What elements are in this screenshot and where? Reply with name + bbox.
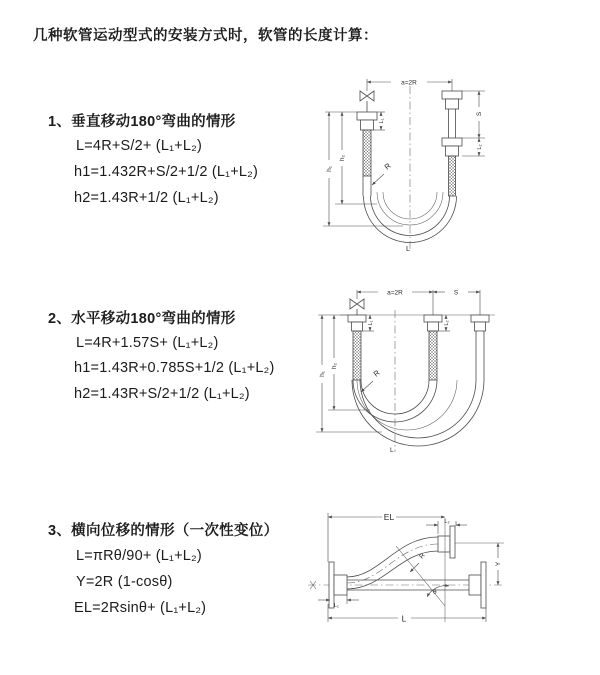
radius-callout xyxy=(372,161,393,185)
dimension-s xyxy=(433,290,480,316)
dim-label-h1: h₁ xyxy=(319,371,326,377)
radius-label: R xyxy=(418,552,427,561)
dimension-l1 xyxy=(318,595,359,609)
upper-flange xyxy=(438,526,455,558)
dimension-el xyxy=(328,512,445,562)
right-flange xyxy=(469,562,486,608)
right-hose-leg xyxy=(442,91,462,196)
dimension-l2 xyxy=(426,519,467,534)
dim-label-h1: h₁ xyxy=(326,166,333,172)
length-label: L xyxy=(406,244,411,253)
formula-line: h1=1.432R+S/2+1/2 (L₁+L₂) xyxy=(74,164,259,180)
dim-label-l: L xyxy=(401,613,407,624)
dimension-s xyxy=(462,91,485,138)
dim-label-l1: L₁ xyxy=(379,118,385,124)
dimension-h2 xyxy=(328,315,370,410)
dim-label-l1: L₁ xyxy=(334,603,339,609)
dim-label-a2r: a=2R xyxy=(401,79,417,87)
dimension-l2 xyxy=(462,138,485,156)
dim-label-l1: L₁ xyxy=(368,320,374,326)
formula-line: L=πRθ/90+ (L₁+L₂) xyxy=(76,548,202,564)
angle-label: θ xyxy=(433,589,437,596)
length-label: L xyxy=(390,447,394,454)
formula-line: Y=2R (1-cosθ) xyxy=(76,574,173,590)
radius-label: R xyxy=(382,161,393,172)
dim-label-el: EL xyxy=(383,512,395,522)
left-flange xyxy=(329,562,347,608)
formula-line: h1=1.43R+0.785S+1/2 (L₁+L₂) xyxy=(74,360,275,376)
formula-line: L=4R+S/2+ (L₁+L₂) xyxy=(76,138,202,154)
valve-icon xyxy=(360,91,374,112)
left-hose-leg xyxy=(348,315,366,380)
dim-label-y: Y xyxy=(495,561,502,567)
dim-label-s: S xyxy=(476,111,483,117)
page-title: 几种软管运动型式的安装方式时，软管的长度计算： xyxy=(33,28,378,44)
dim-label-a2r: a=2R xyxy=(387,289,403,297)
diagram-lateral-displacement xyxy=(300,496,515,648)
valve-icon xyxy=(350,299,364,315)
radius-callout xyxy=(361,368,382,392)
dim-label-l2: L₂ xyxy=(477,144,483,150)
u-bend-hose xyxy=(352,380,484,446)
middle-hose-leg xyxy=(424,315,442,380)
dim-label-l2: L₂ xyxy=(444,320,450,326)
formula-line: L=4R+1.57S+ (L₁+L₂) xyxy=(76,335,219,351)
section-1-heading: 1、垂直移动180°弯曲的情形 xyxy=(48,114,236,130)
dim-label-h2: h₂ xyxy=(339,154,346,162)
diagram-horizontal-180-bend xyxy=(312,280,522,458)
section-2-heading: 2、水平移动180°弯曲的情形 xyxy=(48,311,236,327)
radius-callout xyxy=(410,552,427,572)
dim-label-h2: h₂ xyxy=(331,362,338,370)
displaced-hose-curve xyxy=(347,537,438,589)
displaced-hose-leg xyxy=(471,315,489,380)
formula-line: EL=2Rsinθ+ (L₁+L₂) xyxy=(74,600,207,616)
diagram-vertical-180-bend xyxy=(315,66,505,258)
formula-line: h2=1.43R+S/2+1/2 (L₁+L₂) xyxy=(74,386,250,402)
dim-label-l2: L₂ xyxy=(444,519,450,525)
dimension-a2r xyxy=(367,79,452,91)
dim-label-s: S xyxy=(453,289,459,297)
section-3-heading: 3、横向位移的情形（一次性变位） xyxy=(48,523,279,539)
formula-line: h2=1.43R+1/2 (L₁+L₂) xyxy=(74,190,219,206)
dimension-y xyxy=(495,543,502,585)
radius-label: R xyxy=(371,368,382,379)
dimension-l xyxy=(328,604,486,624)
